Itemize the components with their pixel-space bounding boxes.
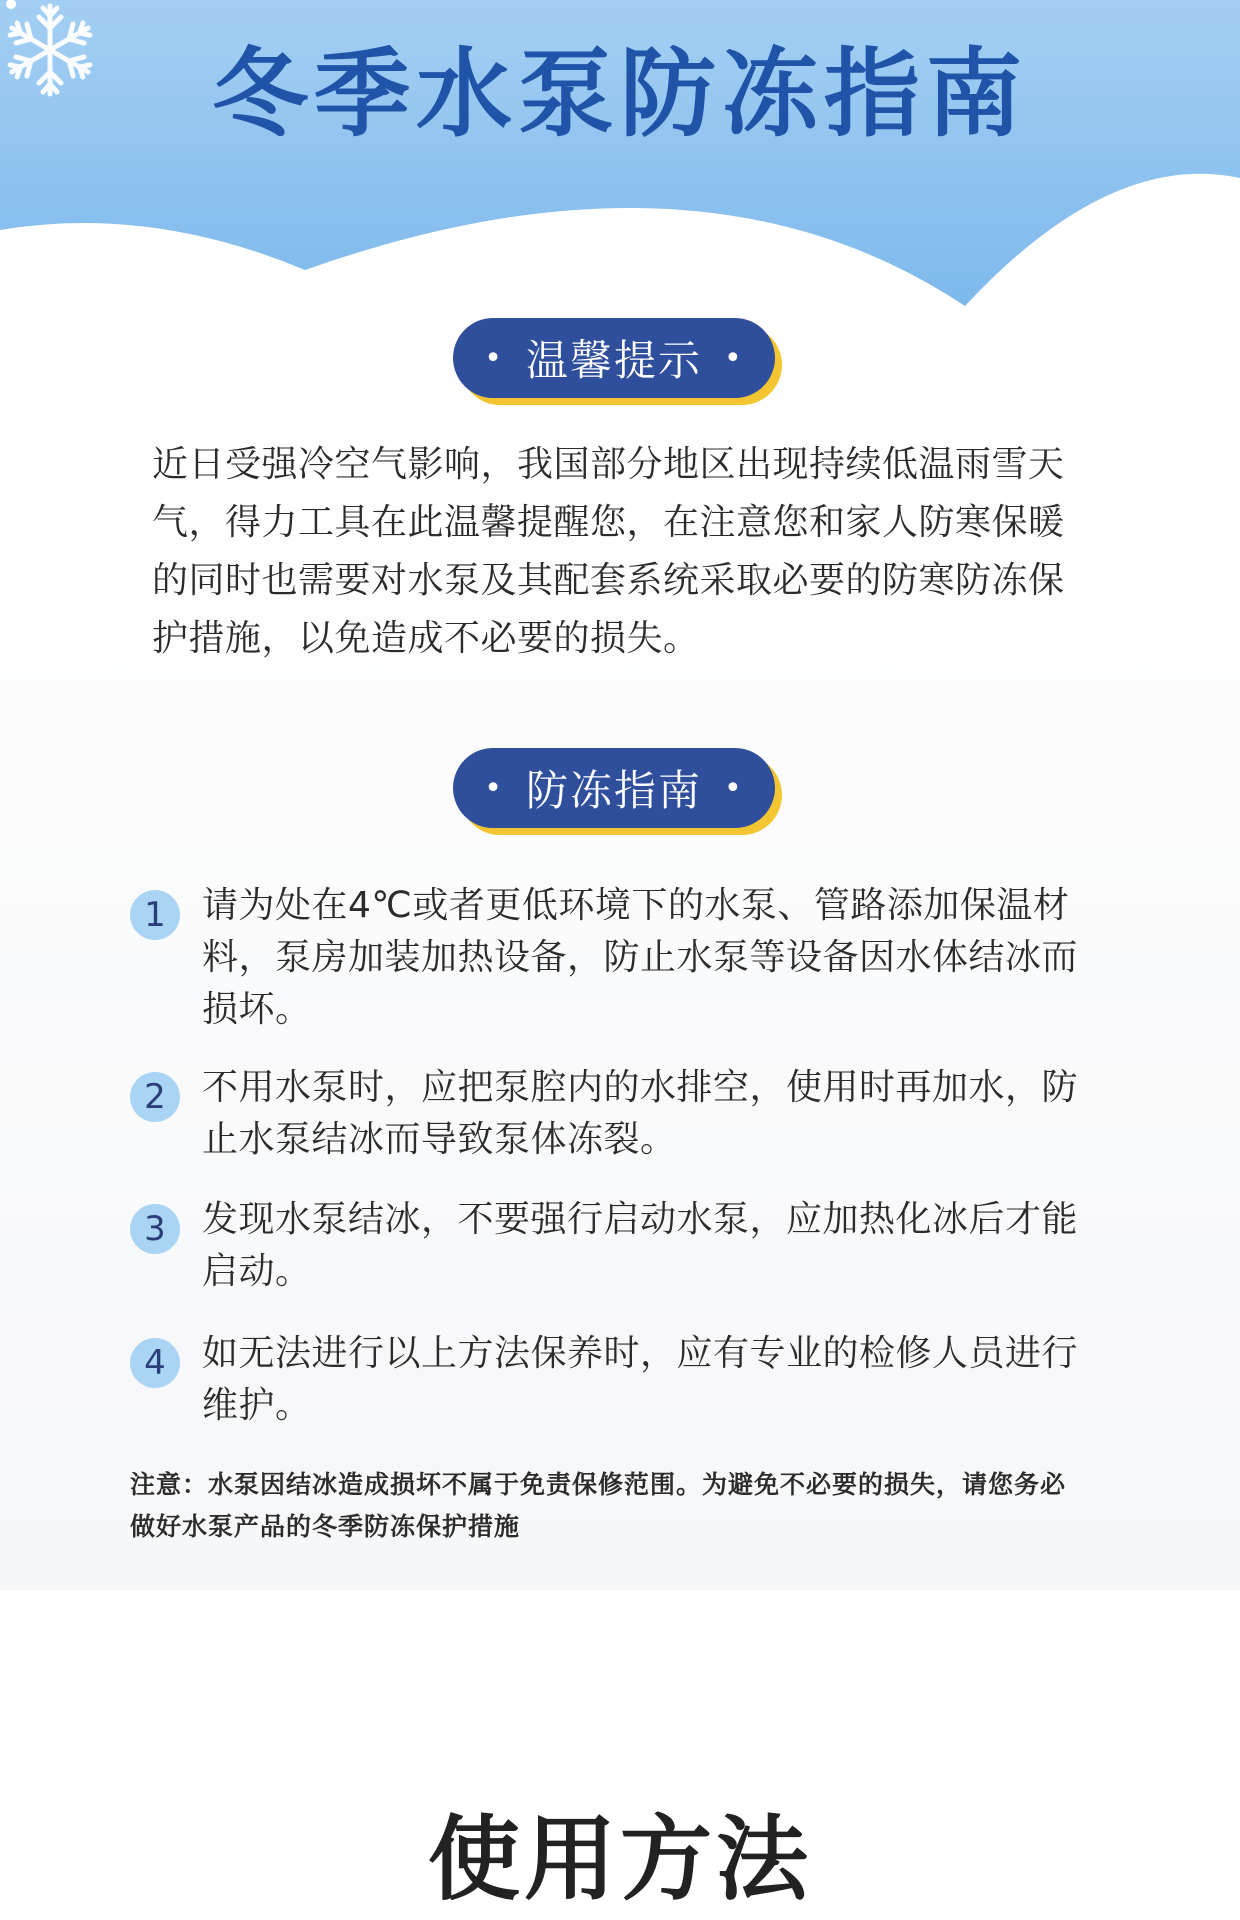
header-banner: [0, 0, 1240, 320]
step-number-badge: 2: [130, 1072, 180, 1122]
guide-section-badge: [453, 748, 775, 828]
badge-bullet: •: [724, 340, 744, 376]
sparkle-icon: [0, 0, 22, 14]
step-number-badge: 3: [130, 1204, 180, 1254]
badge-bullet: •: [484, 770, 504, 806]
step-text: 如无法进行以上方法保养时，应有专业的检修人员进行维护。: [202, 1333, 1079, 1426]
step-text: 请为处在4℃或者更低环境下的水泵、管路添加保温材料，泵房加装加热设备，防止水泵等设备因水体结冰而损坏。: [202, 885, 1079, 1030]
page-title: 冬季水泵防冻指南: [212, 38, 1028, 150]
step-number-badge: 1: [130, 890, 180, 940]
guide-section-label: 防冻指南: [525, 766, 702, 815]
tip-section-label: 温馨提示: [525, 336, 702, 385]
badge-bullet: •: [484, 340, 504, 376]
step-number-badge: 4: [130, 1338, 180, 1388]
step-text: 不用水泵时，应把泵腔内的水排空，使用时再加水，防止水泵结冰而导致泵体冻裂。: [202, 1067, 1079, 1160]
tip-paragraph: 近日受强冷空气影响，我国部分地区出现持续低温雨雪天气，得力工具在此温馨提醒您，在注意您和家人防寒保暖的同时也需要对水泵及其配套系统采取必要的防寒防冻保护措施，以免造成不必要的损失。: [152, 444, 1065, 659]
warranty-note: 注意：水泵因结冰造成损坏不属于免责保修范围。为避免不必要的损失，请您务必做好水泵产品的冬季防冻保护措施: [130, 1470, 1067, 1541]
usage-section-title: 使用方法: [427, 1806, 812, 1913]
badge-bullet: •: [724, 770, 744, 806]
step-text: 发现水泵结冰，不要强行启动水泵，应加热化冰后才能启动。: [202, 1199, 1079, 1292]
tip-section-badge: [453, 318, 775, 398]
